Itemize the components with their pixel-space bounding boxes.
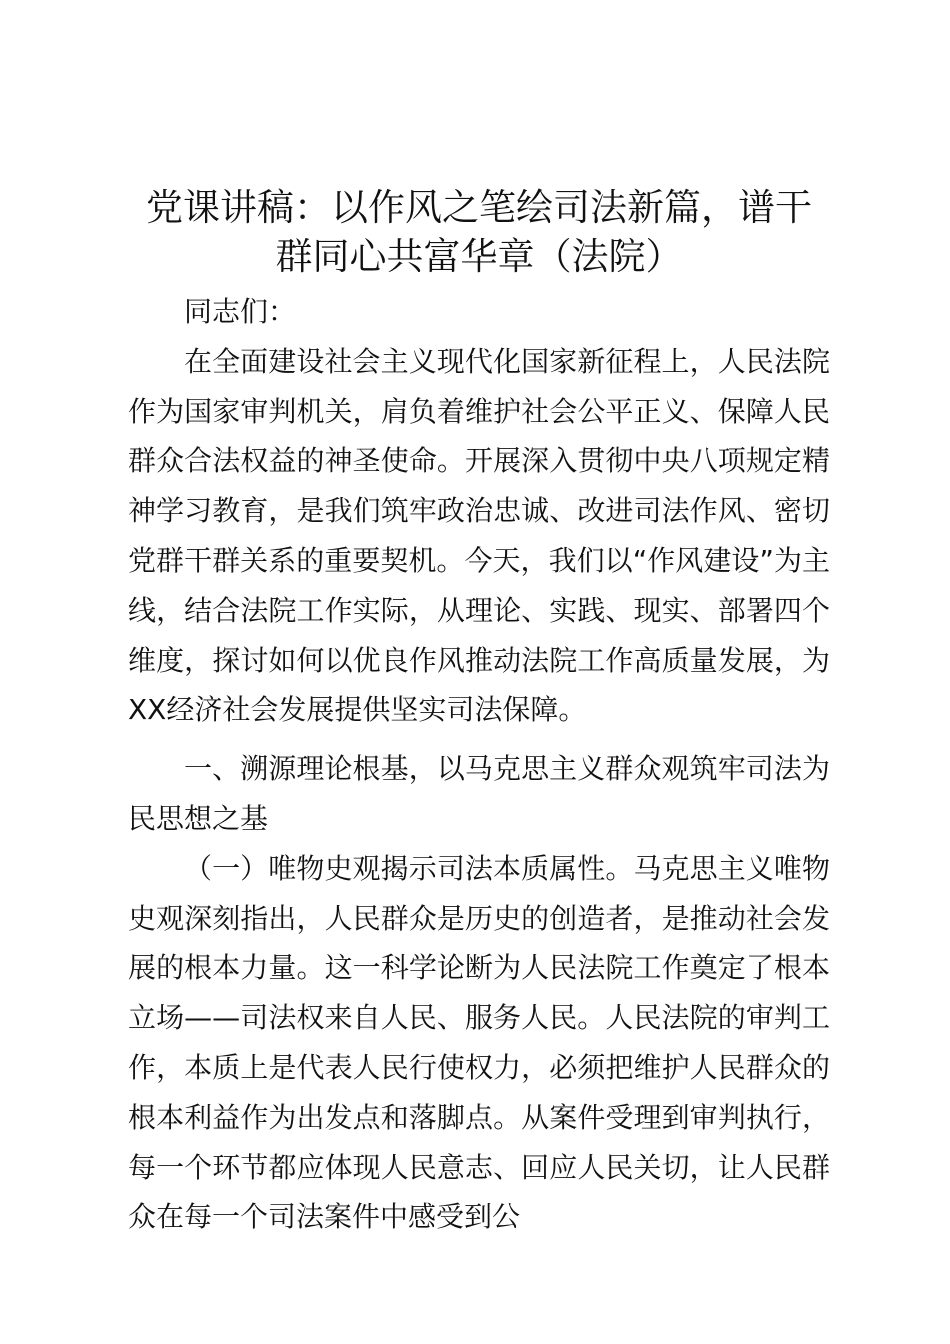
document-page [128,183,830,1242]
salutation: 同志们： [184,295,297,328]
intro-paragraph: 在全面建设社会主义现代化国家新征程上，人民法院作为国家审判机关，肩负着维护社会公平正义、保障人民群众合法权益的神圣使命。开展深入贯彻中央八项规定精神学习教育，是我们筑牢政治忠诚、改进司法作风、密切党群干群关系的重要契机。今天，我们以“作风建设”为主线，结合法院工作实际，从理论、实践、现实、部署四个维度，探讨如何以优良作风推动法院工作高质量发展，为XX经济社会发展提供坚实司法保障。 [128,344,830,727]
body-paragraph: （一）唯物史观揭示司法本质属性。马克思主义唯物史观深刻指出，人民群众是历史的创造者，是推动社会发展的根本力量。这一科学论断为人民法院工作奠定了根本立场——司法权来自人民、服务人民。人民法院的审判工作，本质上是代表人民行使权力，必须把维护人民群众的根本利益作为出发点和落脚点。从案件受理到审判执行，每一个环节都应体现人民意志、回应人民关切，让人民群众在每一个司法案件中感受到公 [128,851,830,1234]
section-heading: 一、溯源理论根基，以马克思主义群众观筑牢司法为民思想之基 [128,752,830,835]
document-title: 党课讲稿：以作风之笔绘司法新篇，谱干群同心共富华章（法院） [146,186,812,278]
